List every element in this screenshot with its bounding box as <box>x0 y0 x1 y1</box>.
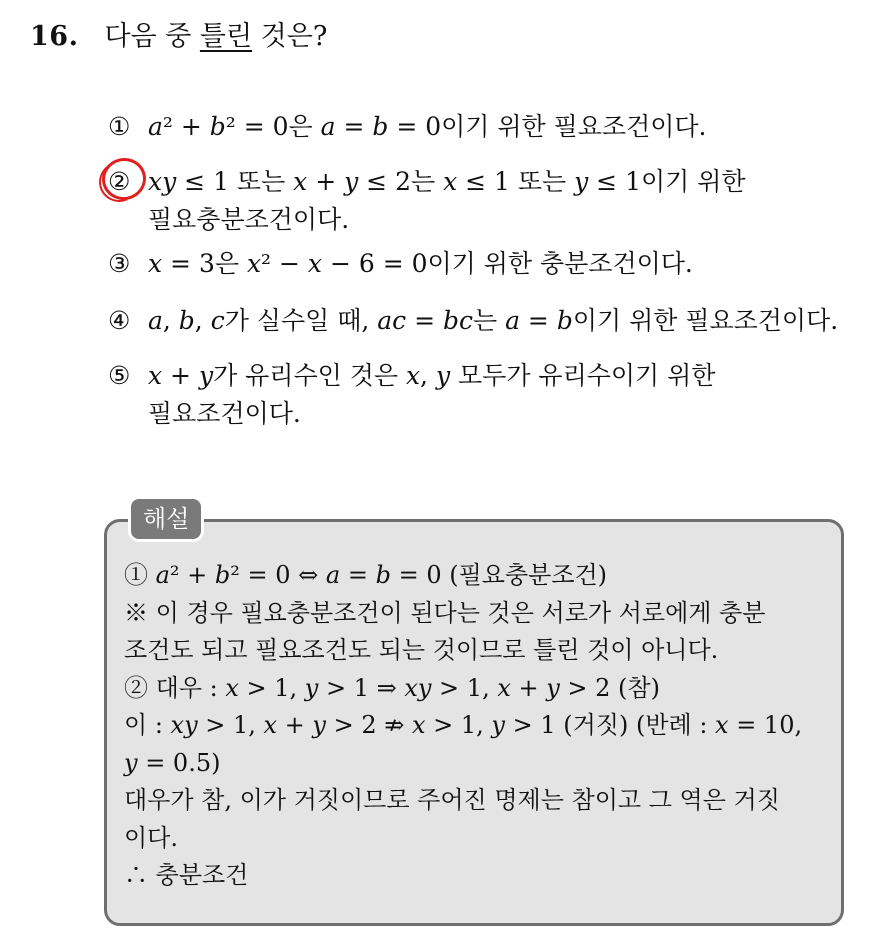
question-prompt-after: 것은? <box>252 21 328 52</box>
choice-marker: ② <box>108 167 131 196</box>
solution-line: ② 대우 : 𝑥 > 1, 𝑦 > 1 ⇒ 𝑥𝑦 > 1, 𝑥 + 𝑦 > 2 (참) <box>124 673 660 702</box>
solution-line: 조건도 되고 필요조건도 되는 것이므로 틀린 것이 아니다. <box>124 636 719 664</box>
choice-4[interactable] <box>108 302 838 340</box>
solution-line: 대우가 참, 이가 거짓이므로 주어진 명제는 참이고 그 역은 거짓 <box>124 786 780 814</box>
solution-tab: 해설 <box>128 496 204 542</box>
choice-5[interactable] <box>108 357 715 433</box>
choice-marker: ③ <box>108 249 131 278</box>
choice-1[interactable] <box>108 108 706 146</box>
choice-text: 𝑥 = 3은 𝑥² − 𝑥 − 6 = 0이기 위한 충분조건이다. <box>148 249 693 278</box>
choice-text-continued: 필요충분조건이다. <box>148 205 350 234</box>
solution-line: 이다. <box>124 823 178 852</box>
choice-marker: ① <box>108 112 131 141</box>
choice-text-continued: 필요조건이다. <box>148 399 301 428</box>
choice-text: 𝑎, 𝑏, 𝑐가 실수일 때, 𝑎𝑐 = 𝑏𝑐는 𝑎 = 𝑏이기 위한 필요조건이다. <box>148 306 839 335</box>
question-prompt-underlined: 틀린 <box>199 21 253 52</box>
choice-3[interactable] <box>108 245 693 283</box>
choice-text: 𝑎² + 𝑏² = 0은 𝑎 = 𝑏 = 0이기 위한 필요조건이다. <box>148 112 707 141</box>
choice-text: 𝑥𝑦 ≤ 1 또는 𝑥 + 𝑦 ≤ 2는 𝑥 ≤ 1 또는 𝑦 ≤ 1이기 위한 <box>148 167 746 196</box>
question-header <box>30 14 327 53</box>
choice-marker: ④ <box>108 306 131 335</box>
choice-text: 𝑥 + 𝑦가 유리수인 것은 𝑥, 𝑦 모두가 유리수이기 위한 <box>148 361 716 390</box>
solution-line: ① 𝑎² + 𝑏² = 0 ⇔ 𝑎 = 𝑏 = 0 (필요충분조건) <box>124 561 608 589</box>
solution-line: ∴ 충분조건 <box>124 861 249 889</box>
solution-body <box>124 557 830 895</box>
choice-marker: ⑤ <box>108 361 131 390</box>
choice-2[interactable] <box>108 163 746 239</box>
question-number: 16. <box>30 21 79 52</box>
solution-line: 𝑦 = 0.5) <box>124 748 221 777</box>
solution-line: ※ 이 경우 필요충분조건이 된다는 것은 서로가 서로에게 충분 <box>124 598 766 627</box>
solution-line: 이 : 𝑥𝑦 > 1, 𝑥 + 𝑦 > 2 ⇏ 𝑥 > 1, 𝑦 > 1 (거짓) (반례 : 𝑥 = 10, <box>124 711 803 739</box>
question-prompt-before: 다음 중 <box>104 21 200 52</box>
